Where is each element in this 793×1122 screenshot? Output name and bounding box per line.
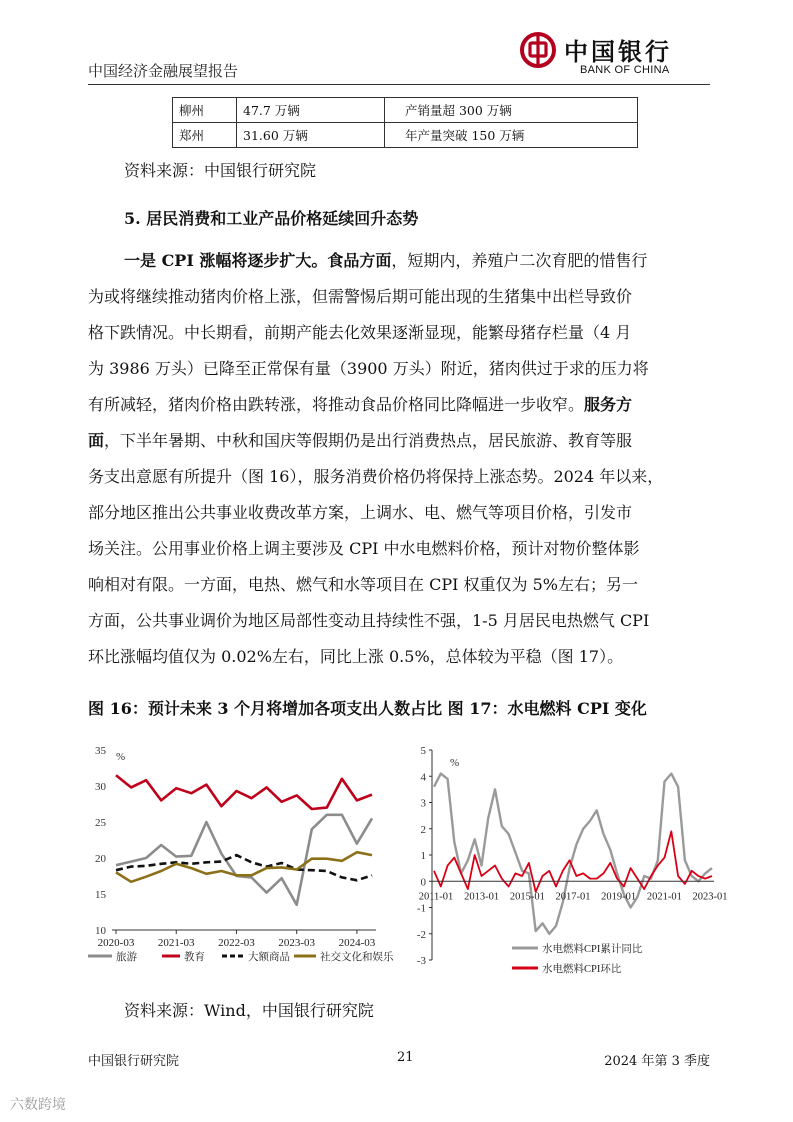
paragraph-line — [88, 536, 640, 559]
legend-label: 水电燃料CPI环比 — [542, 964, 622, 975]
bank-of-china-logo-icon — [520, 32, 556, 68]
table-cell: 郑州 — [173, 123, 237, 148]
text-span: ，下半年暑期、中秋和国庆等假期仍是出行消费热点，居民旅游、教育等服 — [104, 431, 633, 450]
y-tick-label: -2 — [416, 928, 426, 941]
figure-17-svg — [408, 738, 728, 980]
text-span: 格下跌情况。中长期看，前期产能去化效果逐渐显现，能繁母猪存栏量（4 月 — [88, 323, 632, 342]
text-span: 场关注。公用事业价格上调主要涉及 CPI 中水电燃料价格，预计对物价整体影 — [88, 539, 640, 558]
y-tick-label: 5 — [420, 745, 426, 757]
y-tick-label: 10 — [95, 925, 106, 937]
table-cell: 年产量突破 150 万辆 — [385, 123, 638, 148]
paragraph-line — [88, 464, 663, 487]
y-tick-label: 0 — [420, 876, 426, 889]
paragraph-line — [88, 608, 649, 631]
x-tick-label: 2023-03 — [278, 937, 316, 949]
paragraph-line — [88, 392, 632, 415]
paragraph-line — [88, 284, 632, 307]
text-span: 部分地区推出公共事业收费改革方案，上调水、电、燃气等项目价格，引发市 — [88, 503, 633, 522]
figure-16-svg — [86, 738, 402, 970]
city-table — [172, 97, 638, 148]
text-span: 为或将继续推动猪肉价格上涨，但需警惕后期可能出现的生猪集中出栏导致价 — [88, 287, 633, 306]
watermark: 六数跨境 — [10, 1097, 66, 1113]
x-tick-label: 2021-01 — [646, 891, 682, 903]
paragraph-line — [88, 500, 632, 523]
table-row — [173, 123, 638, 148]
text-span: 响相对有限。一方面，电热、燃气和水等项目在 CPI 权重仅为 5%左右；另一 — [88, 575, 638, 594]
bold-text: 服务方 — [584, 395, 633, 414]
figure-16-chart — [86, 738, 402, 970]
logo-chinese-text: 中国银行 — [564, 37, 672, 66]
x-tick-label: 2015-01 — [509, 891, 545, 903]
text-span: 环比涨幅均值仅为 0.02%左右，同比上涨 0.5%，总体较为平稳（图 17）。 — [88, 647, 624, 666]
x-tick-label: 2020-03 — [97, 937, 135, 949]
y-tick-label: 1 — [420, 850, 426, 862]
x-tick-label: 2022-03 — [218, 937, 255, 949]
series-line-1 — [116, 775, 372, 809]
x-tick-label: 2011-01 — [418, 891, 454, 903]
y-tick-label: 2 — [420, 823, 426, 836]
table-row — [173, 98, 638, 123]
paragraph-line — [124, 248, 647, 271]
text-span: 有所减轻，猪肉价格由跌转涨，将推动食品价格同比降幅进一步收窄。 — [88, 395, 585, 414]
bank-logo — [520, 28, 710, 80]
y-tick-label: 15 — [95, 889, 106, 901]
y-tick-label: 20 — [95, 853, 106, 865]
x-tick-label: 2017-01 — [555, 891, 591, 903]
text-span: 务支出意愿有所提升（图 16），服务消费价格仍将保持上涨态势。2024 年以来， — [88, 467, 664, 486]
legend-label: 教育 — [184, 952, 205, 963]
unit-label: % — [450, 757, 460, 769]
figure-titles: 图 16：预计未来 3 个月将增加各项支出人数占比 图 17：水电燃料 CPI 变化 — [88, 699, 647, 718]
y-tick-label: 3 — [420, 797, 426, 810]
y-tick-label: 4 — [420, 771, 426, 784]
y-tick-label: 30 — [95, 781, 106, 793]
table-cell: 产销量超 300 万辆 — [385, 98, 638, 123]
table-cell: 31.60 万辆 — [237, 123, 385, 148]
figure-17-chart — [408, 738, 728, 980]
source-note-figures: 资料来源：Wind，中国银行研究院 — [124, 1001, 374, 1020]
y-tick-label: 35 — [95, 745, 106, 757]
table-cell: 47.7 万辆 — [237, 98, 385, 123]
legend-label: 大额商品 — [248, 952, 290, 963]
y-tick-label: -1 — [416, 902, 426, 915]
x-tick-label: 2013-01 — [464, 891, 500, 903]
section-heading: 5. 居民消费和工业产品价格延续回升态势 — [124, 209, 419, 228]
logo-english-text: BANK OF CHINA — [580, 64, 670, 76]
text-span: 方面，公共事业调价为地区局部性变动且持续性不强，1-5 月居民电热燃气 CPI — [88, 611, 650, 630]
paragraph-line — [88, 644, 623, 667]
x-tick-label: 2023-01 — [692, 891, 728, 903]
legend-label: 旅游 — [116, 952, 137, 963]
text-span: 为 3986 万头）已降至正常保有量（3900 万头）附近，猪肉供过于求的压力将 — [88, 359, 649, 378]
legend-label: 水电燃料CPI累计同比 — [542, 944, 643, 955]
page-header — [88, 28, 710, 82]
series-line-0 — [434, 774, 712, 934]
source-note: 资料来源：中国银行研究院 — [124, 161, 317, 180]
paragraph-line — [88, 428, 632, 451]
footer-period: 2024 年第 3 季度 — [604, 1054, 710, 1069]
paragraph-line — [88, 320, 631, 343]
header-divider — [88, 84, 710, 85]
x-tick-label: 2024-03 — [338, 937, 376, 949]
x-tick-label: 2019-01 — [601, 891, 637, 903]
bold-text: 一是 CPI 涨幅将逐步扩大。食品方面 — [124, 251, 392, 270]
table-cell: 柳州 — [173, 98, 237, 123]
paragraph-line — [88, 572, 638, 595]
unit-label: % — [116, 751, 126, 763]
page-number: 21 — [397, 1050, 414, 1065]
y-tick-label: 25 — [95, 817, 106, 829]
text-span: ，短期内，养殖户二次育肥的惜售行 — [391, 251, 648, 270]
legend-label: 社交文化和娱乐 — [320, 952, 394, 963]
x-tick-label: 2021-03 — [157, 937, 195, 949]
footer-organization: 中国银行研究院 — [88, 1054, 180, 1069]
y-tick-label: -3 — [416, 955, 426, 967]
bold-text: 面 — [88, 431, 105, 450]
paragraph-line — [88, 356, 649, 379]
report-title: 中国经济金融展望报告 — [88, 62, 239, 80]
